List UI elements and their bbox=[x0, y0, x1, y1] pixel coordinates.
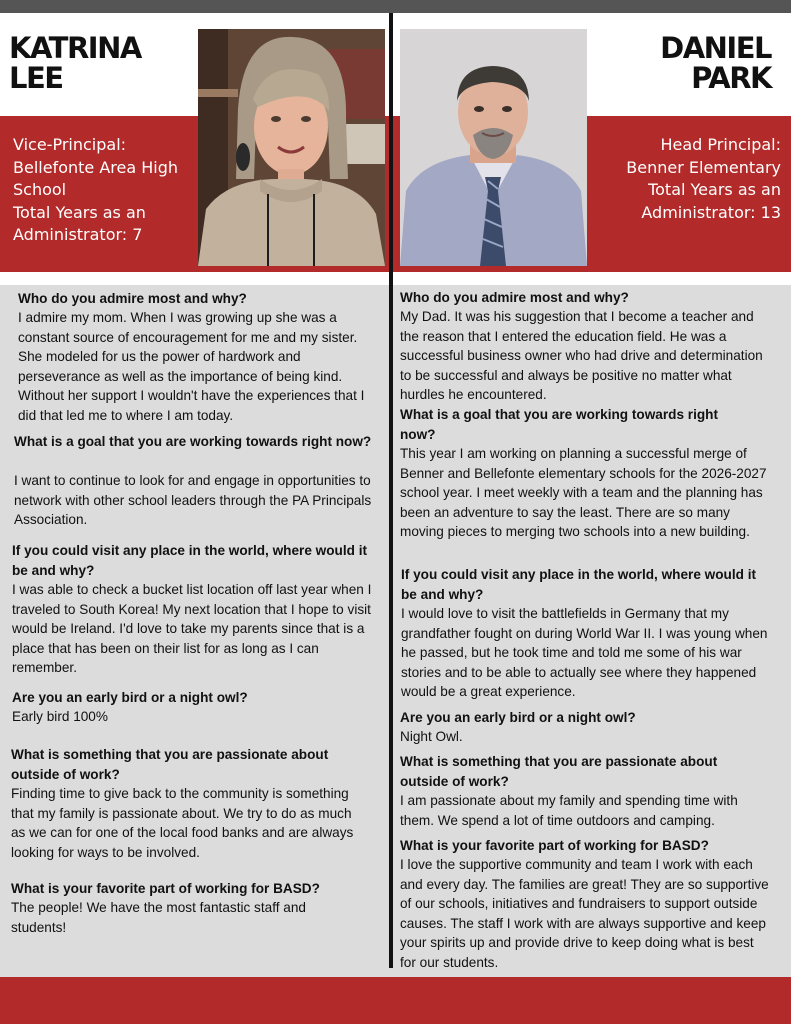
left-name-line1: KATRINA bbox=[9, 31, 141, 65]
left-profile-role bbox=[13, 134, 191, 247]
right-question-bird-owl: Are you an early bird or a night owl? bbox=[400, 710, 636, 725]
right-role-line: Total Years as an bbox=[648, 180, 781, 199]
right-role-line: Administrator: 13 bbox=[641, 202, 781, 222]
left-name-line2: LEE bbox=[9, 61, 63, 95]
right-answer-passion: I am passionate about my family and spending time with them. We spend a lot of time outdoors and camping. bbox=[400, 793, 738, 828]
right-answer-bird-owl: Night Owl. bbox=[400, 729, 463, 744]
portrait-photo-icon bbox=[198, 29, 385, 266]
bottom-band bbox=[0, 977, 791, 1024]
portrait-photo-icon bbox=[400, 29, 587, 266]
left-answer-visit: I was able to check a bucket list location off last year when I traveled to South Korea! My next location that I hope to visit would be Ireland. I'd love to take my parents since that is a place that has been on their list for as long as I can remember. bbox=[12, 582, 372, 676]
left-question-passion: What is something that you are passionate about outside of work? bbox=[11, 747, 329, 782]
left-answer-goal: I want to continue to look for and engage in opportunities to network with other school leaders through the PA Principals Association. bbox=[14, 473, 372, 528]
left-role-line: School bbox=[13, 180, 67, 199]
right-answer-admire: My Dad. It was his suggestion that I become a teacher and the reason that I entered the education field. He was a successful business owner who had drive and determination to be successful and always be positive no matter what hurdles he encountered. bbox=[400, 309, 763, 403]
right-question-admire: Who do you admire most and why? bbox=[400, 290, 629, 305]
left-role-line: Administrator: 7 bbox=[13, 225, 143, 244]
left-profile-name bbox=[9, 33, 141, 93]
left-portrait-photo bbox=[198, 29, 385, 266]
right-answer-visit: I would love to visit the battlefields in Germany that my grandfather fought on during World War II. I was young when he passed, but he took time and told me some of his war stories and to be able to actually see where they happened would be a great experience. bbox=[401, 606, 768, 700]
right-portrait-photo bbox=[400, 29, 587, 266]
right-question-visit: If you could visit any place in the world, where would it be and why? bbox=[401, 567, 756, 602]
right-role-line: Head Principal: bbox=[660, 135, 781, 154]
right-question-passion: What is something that you are passionate about outside of work? bbox=[400, 754, 718, 789]
left-question-favorite: What is your favorite part of working for BASD? bbox=[11, 881, 320, 896]
left-answer-favorite: The people! We have the most fantastic staff and students! bbox=[11, 900, 306, 935]
left-answer-admire: I admire my mom. When I was growing up she was a constant source of encouragement for me and my sister. She modeled for us the power of hardwork and perseverance as well as the importance of being kind. Without her support I wouldn't have the experiences that I did that led me to where I am today. bbox=[18, 310, 365, 423]
left-role-line: Vice-Principal: bbox=[13, 135, 127, 154]
left-question-admire: Who do you admire most and why? bbox=[18, 291, 247, 306]
left-question-bird-owl: Are you an early bird or a night owl? bbox=[12, 690, 248, 705]
right-answer-favorite: I love the supportive community and team I work with each and every day. The families are great! They are so supportive of our schools, initiatives and fundraisers to support outside causes. The staff I work with are always supportive and keep your spirits up and provide drive to keep doing what is best for our students. bbox=[400, 857, 769, 970]
left-role-line: Total Years as an bbox=[13, 202, 146, 222]
right-question-goal: What is a goal that you are working towards right now? bbox=[400, 407, 718, 442]
left-answer-passion: Finding time to give back to the community is something that my family is passionate about. We try to do as much as we can for one of the local food banks and are always looking for ways to be involved. bbox=[11, 786, 354, 860]
right-profile-name bbox=[660, 33, 771, 93]
right-role-line: Benner Elementary bbox=[626, 157, 781, 177]
column-divider bbox=[389, 13, 393, 968]
right-name-line2: PARK bbox=[691, 61, 771, 95]
top-strip bbox=[0, 0, 791, 13]
left-question-visit: If you could visit any place in the world, where would it be and why? bbox=[12, 543, 367, 578]
left-role-line: Bellefonte Area High bbox=[13, 157, 178, 177]
left-answer-bird-owl: Early bird 100% bbox=[12, 709, 108, 724]
right-question-favorite: What is your favorite part of working for BASD? bbox=[400, 838, 709, 853]
left-question-goal: What is a goal that you are working towards right now? bbox=[14, 434, 372, 449]
right-profile-role bbox=[603, 134, 781, 224]
right-answer-goal: This year I am working on planning a successful merge of Benner and Bellefonte elementary schools for the 2026-2027 school year. I meet weekly with a team and the planning has been an adventure to say the least. There are so many moving pieces to merging two schools into a new building. bbox=[400, 446, 767, 540]
right-name-line1: DANIEL bbox=[660, 31, 771, 65]
